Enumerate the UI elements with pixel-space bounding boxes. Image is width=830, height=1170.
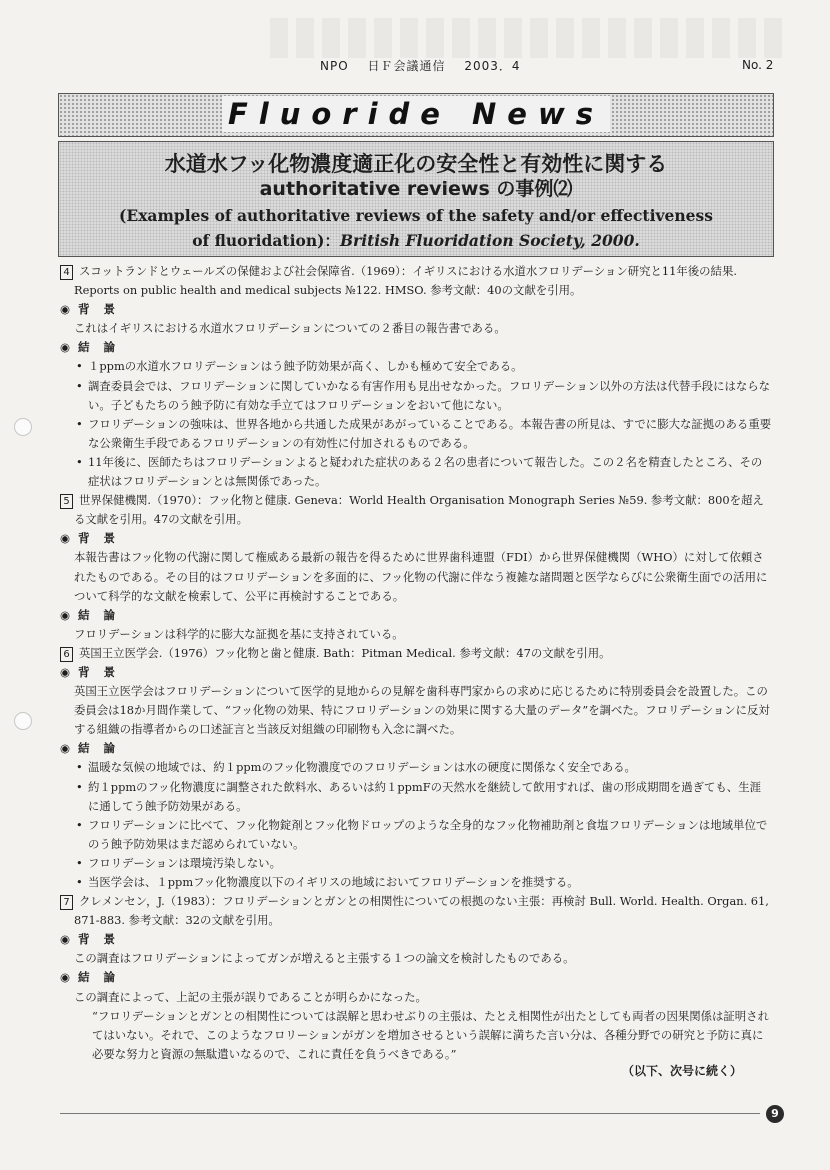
reference-text: スコットランドとウェールズの保健および社会保障省.（1969）：イギリスにおける水道水フロリデーション研究と11年後の結果. Reports on public health and medical subjects №122. HMSO. 参考文献：40の文献を引用。 [74, 264, 737, 298]
background-heading [60, 930, 772, 949]
bullseye-icon: ◉ [60, 970, 71, 985]
reference-6 [60, 644, 772, 663]
background-label: 背景 [78, 664, 130, 679]
background-text: 英国王立医学会はフロリデーションについて医学的見地からの見解を歯科専門家からの求めに応じるために特別委員会を設置した。この委員会は18か月間作業して、“フッ化物の効果、特にフロリデーションの効果に関する大量のデータ”を調べた。フロリデーションに反対する組織の指導者からの口述証言と当該反対組織の印刷物も入念に調べた。 [74, 684, 770, 737]
masthead-date: 2003．4 [464, 59, 521, 73]
article-body [60, 262, 772, 1064]
bullseye-icon: ◉ [60, 607, 71, 622]
background-heading [60, 663, 772, 682]
reference-7 [60, 892, 772, 930]
bullseye-icon: ◉ [60, 932, 71, 947]
conclusion-list [60, 758, 772, 892]
continued-note: （以下、次号に続く） [622, 1064, 743, 1078]
background-text: これはイギリスにおける水道水フロリデーションについての２番目の報告書である。 [74, 321, 506, 336]
footer-rule [60, 1113, 760, 1114]
background-heading [60, 300, 772, 319]
masthead [320, 57, 535, 74]
punch-hole [14, 418, 32, 436]
background-label: 背景 [78, 531, 130, 546]
background-heading [60, 529, 772, 548]
title-en-line2 [59, 230, 773, 251]
reference-number: 7 [60, 895, 73, 910]
conclusion-heading [60, 968, 772, 987]
conclusion-list [60, 357, 772, 491]
conclusion-label: 結論 [78, 607, 130, 622]
reference-number: 6 [60, 647, 73, 662]
show-through-texture [270, 18, 790, 58]
conclusion-item: • フロリデーションに比べて、フッ化物錠剤とフッ化物ドロップのような全身的なフッ化物補助剤と食塩フロリデーションは地域単位でのう蝕予防効果はまだ認められていない。 [88, 816, 772, 854]
title-en-line2-plain: of fluoridation)： [192, 231, 340, 250]
bullseye-icon: ◉ [60, 302, 71, 317]
title-ja-line1: 水道水フッ化物濃度適正化の安全性と有効性に関する [164, 152, 668, 176]
background-text: この調査はフロリデーションによってガンが増えると主張する１つの論文を検討したものである。 [74, 951, 575, 966]
reference-text: 英国王立医学会.（1976）フッ化物と歯と健康. Bath：Pitman Medical. 参考文献：47の文献を引用。 [79, 645, 611, 660]
conclusion-item: • 調査委員会では、フロリデーションに関していかなる有害作用も見出せなかった。フロリデーション以外の方法は代替手段にはならない。子どもたちのう蝕予防に有効な手立てはフロリデーションをおいて他にない。 [88, 377, 772, 415]
background-text: 本報告書はフッ化物の代謝に関して権威ある最新の報告を得るために世界歯科連盟（FDI）から世界保健機関（WHO）に対して依頼されたものである。その目的はフロリデーションを多面的に、フッ化物の代謝に伴なう複雑な諸問題と医学ならびに公衆衛生面での活用について科学的な文献を検索して、公平に再検討することである。 [74, 550, 768, 603]
conclusion-item: • 約１ppmのフッ化物濃度に調整された飲料水、あるいは約１ppmFの天然水を継続して飲用すれば、歯の形成期間を過ぎても、生涯に通してう蝕予防効果がある。 [88, 778, 772, 816]
title-en-line2-source: British Fluoridation Society, 2000. [339, 231, 640, 250]
quotation: “フロリデーションとガンとの相関性については誤解と思わせぶりの主張は、たとえ相関性が出たとしても両者の因果関係は証明されてはいない。それで、このようなフロリーションがガンを増加させるという誤解に満ちた言い分は、各種分野での研究と予防に真に必要な努力と資源の無駄遣いなるので、これに責任を負うべきである。” [92, 1008, 769, 1061]
conclusion-label: 結論 [78, 970, 130, 985]
conclusion-item: • 温暖な気候の地域では、約１ppmのフッ化物濃度でのフロリデーションは水の硬度に関係なく安全である。 [88, 758, 772, 777]
conclusion-label: 結論 [78, 741, 130, 756]
reference-number: 4 [60, 265, 73, 280]
title-en-line1: (Examples of authoritative reviews of the safety and/or effectiveness [119, 206, 713, 225]
conclusion-heading [60, 606, 772, 625]
reference-4 [60, 262, 772, 300]
conclusion-item: • フロリデーションの強味は、世界各地から共通した成果があがっていることである。本報告書の所見は、すでに膨大な証拠のある重要な公衆衛生手段であるフロリデーションの有効性に付加されるものである。 [88, 415, 772, 453]
bullseye-icon: ◉ [60, 531, 71, 546]
bullseye-icon: ◉ [60, 664, 71, 679]
article-title-box [58, 141, 774, 257]
conclusion-item: • 当医学会は、１ppmフッ化物濃度以下のイギリスの地域においてフロリデーションを推奨する。 [88, 873, 772, 892]
banner [58, 93, 774, 137]
masthead-publication: 日Ｆ会議通信 [367, 59, 446, 73]
conclusion-label: 結論 [78, 340, 130, 355]
bullseye-icon: ◉ [60, 340, 71, 355]
conclusion-item: • フロリデーションは環境汚染しない。 [88, 854, 772, 873]
conclusion-item: • １ppmの水道水フロリデーションはう蝕予防効果が高く、しかも極めて安全である。 [88, 357, 772, 376]
banner-title: Fluoride News [222, 96, 610, 132]
reference-5 [60, 491, 772, 529]
conclusion-item: • 11年後に、医師たちはフロリデーションよると疑われた症状のある２名の患者について報告した。この２名を精査したところ、その症状はフロリデーションとは無関係であった。 [88, 453, 772, 491]
conclusion-heading [60, 338, 772, 357]
punch-hole [14, 712, 32, 730]
background-label: 背景 [78, 932, 130, 947]
title-ja-line2: authoritative reviews の事例⑵ [259, 178, 573, 200]
reference-text: 世界保健機関.（1970）：フッ化物と健康. Geneva：World Health Organisation Monograph Series №59. 参考文献：800を超える文献を引用。47の文献を引用。 [74, 493, 764, 527]
conclusion-text: この調査によって、上記の主張が誤りであることが明らかになった。 [74, 989, 427, 1004]
conclusion-heading [60, 739, 772, 758]
masthead-org: NPO [320, 59, 349, 73]
background-label: 背景 [78, 302, 130, 317]
reference-number: 5 [60, 494, 73, 509]
page-number: 9 [766, 1105, 784, 1123]
issue-number: No. 2 [742, 58, 774, 72]
reference-text: クレメンセン，J.（1983）：フロリデーションとガンとの相関性についての根拠のない主張：再検討 Bull. World. Health. Organ. 61, 871-883. 参考文献：32の文献を引用。 [74, 894, 769, 928]
conclusion-text: フロリデーションは科学的に膨大な証拠を基に支持されている。 [74, 626, 404, 641]
bullseye-icon: ◉ [60, 741, 71, 756]
